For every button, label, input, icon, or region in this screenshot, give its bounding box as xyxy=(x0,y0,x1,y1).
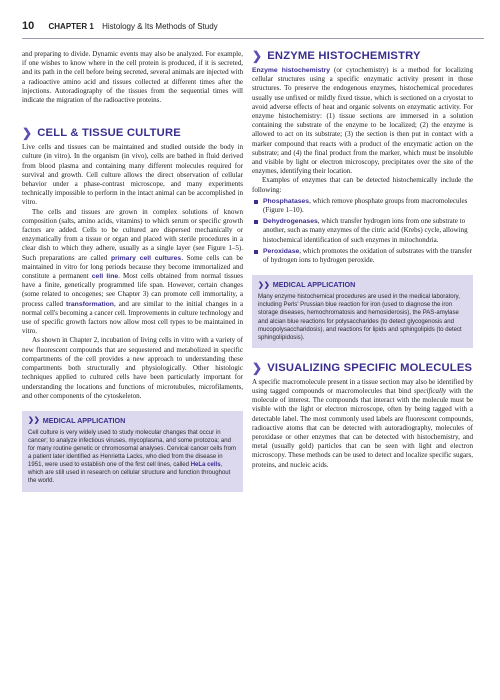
emphasis-specifically: specifically xyxy=(413,387,447,396)
text-run: , and are similar to the initial changes in a normal cell's becoming a cancer cell. Improvements in culture technology and use of specific growth factors now allow most cell types to be maintained in vitro. xyxy=(22,299,243,336)
list-item xyxy=(252,217,473,245)
list-item xyxy=(252,247,473,265)
text-run: A specific macromolecule present in a tissue section may also be identified by using tagged compounds or macromolecules that bind xyxy=(252,377,473,396)
double-chevron-icon: ❯❯ xyxy=(28,417,40,425)
list-item xyxy=(252,197,473,215)
text-run: . Some cells can be maintained in vitro for long periods because they become immortalized and constitute a permanent xyxy=(22,253,243,281)
text-run: , which remove phosphate groups from macromolecules (Figure 1–10). xyxy=(263,196,468,215)
header-rule xyxy=(22,38,484,39)
box-heading-text: MEDICAL APPLICATION xyxy=(272,280,356,290)
term-transformation: transformation xyxy=(65,300,114,308)
section-heading-enzyme xyxy=(252,50,473,62)
bullet-square-icon xyxy=(254,200,258,204)
culture-paragraph-3: As shown in Chapter 2, incubation of living cells in vitro with a variety of new fluorescent compounds that are sequestered and metabolized in specific compartments of the cell provides a new approach to understanding these compartments both structurally and physiologically. Other histologic techniques applied to cultured cells have been particularly important for understanding the locations and functions of microtubules, microfilaments, and other components of the cytoskeleton. xyxy=(22,336,243,400)
box-text: Many enzyme histochemical procedures are used in the medical laboratory, including Perls' Prussian blue reaction for iron (used to diagnose the iron storage diseases, hemochromatosis and hemosiderosis), the PAS-amylase and alcian blue reactions for polysaccharides (to detect glycogenosis and mucopolysaccharidosis), and reactions for lipids and sphingolipids (to detect sphingolipidosis). xyxy=(258,294,462,341)
text-run: (or cytochemistry) is a method for localizing cellular structures using a specific enzymatic activity present in those structures. To preserve the endogenous enzymes, histochemical procedures usually use unfixed or mildly fixed tissue, which is sectioned on a cryostat to avoid adverse effects of heat and organic solvents on enzymatic activity. For enzyme histochemistry: (1) tissue sections are immersed in a solution containing the substrate of the enzyme to be localized; (2) the enzyme is allowed to act on its substrate; (3) the section is then put in contact with a marker compound that reacts with a product of the enzymatic action on the substrate; and (4) the final product from the marker, which must be insoluble and visible by light or electron microscopy, precipitates over the site of the enzymes, identifying their location. xyxy=(252,66,473,176)
text-run: Cell culture is very widely used to study molecular changes that occur in cancer; to analyze infectious viruses, mycoplasma, and some protozoa; and for many routine genetic or chromosomal analyses. Cervical cancer cells from a patient later identified as Henrietta Lacks, who died from the disease in 1951, were used to establish one of the first cell lines, called xyxy=(28,429,237,469)
double-chevron-icon: ❯❯ xyxy=(258,281,270,289)
box-heading-text: MEDICAL APPLICATION xyxy=(42,415,126,425)
term-peroxidase: Peroxidase xyxy=(263,247,300,255)
heading-text: ENZYME HISTOCHEMISTRY xyxy=(267,50,421,62)
section-heading-cell-culture xyxy=(22,127,243,139)
bullet-square-icon xyxy=(254,250,258,254)
left-column xyxy=(22,50,243,492)
term-primary-cell-cultures: primary cell cultures xyxy=(110,254,182,262)
medical-application-box-left xyxy=(22,411,243,492)
enzyme-paragraph-1 xyxy=(252,66,473,176)
heading-text: VISUALIZING SPECIFIC MOLECULES xyxy=(267,361,473,374)
enzyme-paragraph-2: Examples of enzymes that can be detected histochemically include the following: xyxy=(252,176,473,194)
right-column xyxy=(252,50,473,470)
text-run: The cells and tissues are grown in complex solutions of known composition (salts, amino acids, vitamins) to which serum or specific growth factors are added. Cells to be cultured are dispersed mechanically or enzymatically from a tissue or organ and placed with sterile procedures in a clear dish to which they adhere, usually as a single layer (see Figure 1–5). Such preparations are called xyxy=(22,207,243,262)
chevron-icon: ❯ xyxy=(22,126,33,141)
visualizing-paragraph xyxy=(252,378,473,470)
chapter-label: CHAPTER 1 xyxy=(48,22,94,31)
medical-application-box-right xyxy=(252,275,473,348)
term-dehydrogenases: Dehydrogenases xyxy=(263,218,318,226)
term-cell-line: cell line xyxy=(91,273,119,281)
box-text xyxy=(28,429,237,486)
bullet-square-icon xyxy=(254,220,258,224)
culture-paragraph-2 xyxy=(22,208,243,337)
text-run: , which are still used in research on cellular structure and function throughout the world. xyxy=(28,462,231,485)
text-run: . Most cells obtained from normal tissues have a finite, genetically programmed life span. However, certain changes (some related to oncogenes; see Chapter 3) can promote cell immortality, a process called xyxy=(22,272,244,308)
term-hela-cells: HeLa cells xyxy=(190,462,221,469)
chapter-title: Histology & Its Methods of Study xyxy=(102,22,218,31)
chevron-icon: ❯ xyxy=(252,360,263,375)
page-header xyxy=(22,20,482,36)
culture-paragraph-1: Live cells and tissues can be maintained and studied outside the body in culture (in vitro). In the organism (in vivo), cells are bathed in fluid derived from blood plasma and containing many different molecules required for survival and growth. Cell culture allows the direct observation of cellular behavior under a phase-contrast microscope, and many experiments technically impossible to perform in the intact animal can be accomplished in vitro. xyxy=(22,143,243,207)
enzyme-list xyxy=(252,197,473,265)
text-run: , which transfer hydrogen ions from one substrate to another, such as many enzymes of the citric acid (Krebs) cycle, allowing histochemical identification of such enzymes in mitochondria. xyxy=(263,217,468,244)
chevron-icon: ❯ xyxy=(252,49,263,63)
intro-paragraph: and preparing to divide. Dynamic events may also be analyzed. For example, if one wishes to know where in the cell protein is produced, if it is secreted, and its path in the cell before being secreted, several animals are injected with a radioactive amino acid and tissues collected at different times after the injections. Autoradiography of the tissues from the sequential times will indicate the migration of the radioactive proteins. xyxy=(22,50,243,105)
page-number: 10 xyxy=(22,20,35,32)
section-heading-visualizing xyxy=(252,362,473,374)
box-heading xyxy=(258,280,467,289)
text-run: , which promotes the oxidation of substrates with the transfer of hydrogen ions to hydrogen peroxide. xyxy=(263,246,472,265)
box-heading xyxy=(28,416,237,425)
text-run: with the molecule of interest. The compounds that interact with the molecule must be visible with the light or electron microscope, often by being tagged with a detectable label. The most commonly used labels are fluorescent compounds, radioactive atoms that can be detected with autoradiography, molecules of peroxidase or other enzymes that can be detected with histochemistry, and metal (usually gold) particles that can be seen with light and electron microscopy. These methods can be used to detect and localize specific sugars, proteins, and nucleic acids. xyxy=(252,387,473,469)
heading-text: CELL & TISSUE CULTURE xyxy=(37,127,181,140)
term-phosphatases: Phosphatases xyxy=(263,197,310,205)
term-enzyme-histochemistry: Enzyme histochemistry xyxy=(252,67,331,74)
